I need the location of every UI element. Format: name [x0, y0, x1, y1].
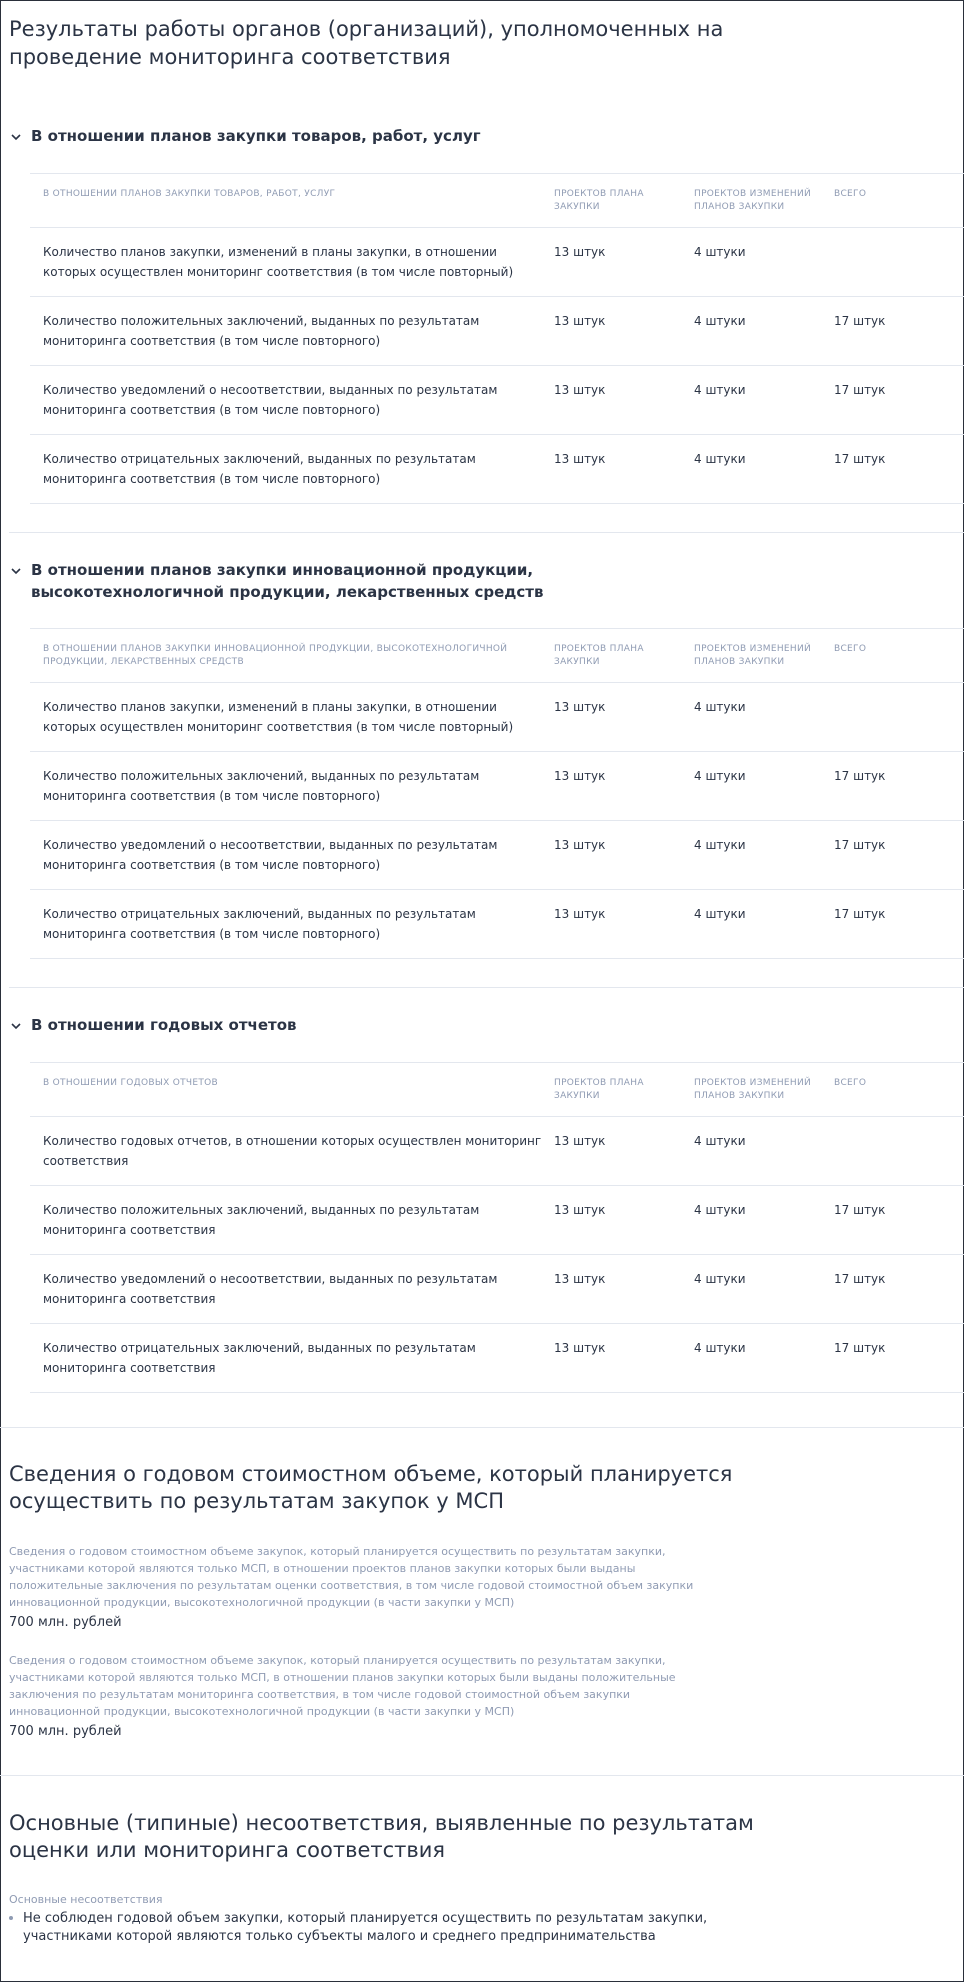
row-total-value: 17 штук	[834, 1203, 886, 1217]
violation-text: Не соблюден годовой объем закупки, который планируется осуществить по результатам закупки, участниками которой являются только субъекты малого и среднего предпринимательства	[23, 1911, 708, 1944]
column-header-category: В ОТНОШЕНИИ ПЛАНОВ ЗАКУПКИ ТОВАРОВ, РАБОТ, УСЛУГ	[43, 189, 336, 199]
row-change-value: 4 штуки	[694, 907, 746, 921]
chevron-down-icon	[9, 564, 23, 578]
table-annual-reports	[30, 1062, 964, 1393]
row-total-value: 17 штук	[834, 1272, 886, 1286]
row-change-value: 4 штуки	[694, 1272, 746, 1286]
row-change-value: 4 штуки	[694, 452, 746, 466]
page-title: Результаты работы органов (организаций), уполномоченных на проведение мониторинга соответствия	[9, 17, 724, 69]
table-row	[30, 683, 964, 752]
table-goods	[30, 173, 964, 504]
table-row	[30, 1255, 964, 1324]
table-header	[30, 1062, 964, 1117]
row-total-value: 17 штук	[834, 314, 886, 328]
row-plan-value: 13 штук	[554, 1134, 606, 1148]
volume-item-value: 700 млн. рублей	[9, 1724, 122, 1739]
table-row	[30, 752, 964, 821]
section-title: В отношении планов закупки инновационной продукции, высокотехнологичной продукции, лекарственных средств	[31, 561, 544, 601]
row-label: Количество положительных заключений, выданных по результатам мониторинга соответствия (в том числе повторного)	[43, 769, 480, 803]
chevron-down-icon	[9, 130, 23, 144]
row-plan-value: 13 штук	[554, 1203, 606, 1217]
row-plan-value: 13 штук	[554, 245, 606, 259]
table-row	[30, 1186, 964, 1255]
row-label: Количество отрицательных заключений, выданных по результатам мониторинга соответствия (в том числе повторного)	[43, 907, 476, 941]
row-plan-value: 13 штук	[554, 907, 606, 921]
row-plan-value: 13 штук	[554, 838, 606, 852]
row-label: Количество уведомлений о несоответствии, выданных по результатам мониторинга соответствия (в том числе повторного)	[43, 383, 498, 417]
violations-section-title: Основные (типиные) несоответствия, выявленные по результатам оценки или мониторинга соответствия	[9, 1811, 754, 1862]
row-change-value: 4 штуки	[694, 383, 746, 397]
volume-item-label: Сведения о годовом стоимостном объеме закупок, который планируется осуществить по результатам закупки, участниками которой являются только МСП, в отношении планов закупки которых были выданы положительные заключения по результатам мониторинга соответствия, в том числе годовой стоимостной объем закупки инновационной продукции, высокотехнологичной продукции (в части закупки у МСП)	[9, 1654, 676, 1718]
row-change-value: 4 штуки	[694, 700, 746, 714]
table-row	[30, 297, 964, 366]
row-label: Количество отрицательных заключений, выданных по результатам мониторинга соответствия (в том числе повторного)	[43, 452, 476, 486]
row-label: Количество уведомлений о несоответствии, выданных по результатам мониторинга соответствия	[43, 1272, 498, 1306]
row-label: Количество положительных заключений, выданных по результатам мониторинга соответствия	[43, 1203, 480, 1237]
column-header-category: В ОТНОШЕНИИ ГОДОВЫХ ОТЧЕТОВ	[43, 1078, 218, 1088]
row-label: Количество отрицательных заключений, выданных по результатам мониторинга соответствия	[43, 1341, 476, 1375]
row-change-value: 4 штуки	[694, 314, 746, 328]
volume-item-label: Сведения о годовом стоимостном объеме закупок, который планируется осуществить по результатам закупки, участниками которой являются только МСП, в отношении проектов планов закупки которых были выданы положительные заключения по результатам оценки соответствия, в том числе годовой стоимостной объем закупки инновационной продукции, высокотехнологичной продукции (в части закупки у МСП)	[9, 1545, 694, 1609]
table-row	[30, 435, 964, 504]
row-label: Количество планов закупки, изменений в планы закупки, в отношении которых осуществлен мониторинг соответствия (в том числе повторный)	[43, 700, 514, 734]
row-plan-value: 13 штук	[554, 314, 606, 328]
table-innovative	[30, 628, 964, 959]
volume-section-title: Сведения о годовом стоимостном объеме, который планируется осуществить по результатам закупок у МСП	[9, 1462, 733, 1513]
row-total-value: 17 штук	[834, 769, 886, 783]
section-toggle-goods[interactable]	[9, 125, 909, 147]
section-divider	[9, 532, 964, 533]
row-change-value: 4 штуки	[694, 1203, 746, 1217]
column-header-change-projects: ПРОЕКТОВ ИЗМЕНЕНИЙ ПЛАНОВ ЗАКУПКИ	[694, 644, 812, 667]
table-row	[30, 228, 964, 297]
list-item	[9, 1910, 709, 1946]
row-plan-value: 13 штук	[554, 769, 606, 783]
section-toggle-annual-reports[interactable]	[9, 1014, 909, 1036]
row-plan-value: 13 штук	[554, 700, 606, 714]
row-total-value: 17 штук	[834, 1341, 886, 1355]
table-row	[30, 890, 964, 959]
row-label: Количество уведомлений о несоответствии, выданных по результатам мониторинга соответствия (в том числе повторного)	[43, 838, 498, 872]
row-change-value: 4 штуки	[694, 769, 746, 783]
column-header-total: ВСЕГО	[834, 189, 867, 199]
row-label: Количество планов закупки, изменений в планы закупки, в отношении которых осуществлен мониторинг соответствия (в том числе повторный)	[43, 245, 514, 279]
row-plan-value: 13 штук	[554, 1272, 606, 1286]
section-divider	[0, 1427, 964, 1428]
row-plan-value: 13 штук	[554, 383, 606, 397]
section-toggle-innovative[interactable]	[9, 559, 909, 603]
column-header-plan-projects: ПРОЕКТОВ ПЛАНА ЗАКУПКИ	[554, 644, 644, 667]
column-header-total: ВСЕГО	[834, 1078, 867, 1088]
column-header-total: ВСЕГО	[834, 644, 867, 654]
row-plan-value: 13 штук	[554, 452, 606, 466]
section-title: В отношении планов закупки товаров, работ, услуг	[31, 127, 481, 145]
row-change-value: 4 штуки	[694, 245, 746, 259]
section-divider	[9, 987, 964, 988]
row-total-value: 17 штук	[834, 907, 886, 921]
row-change-value: 4 штуки	[694, 838, 746, 852]
row-change-value: 4 штуки	[694, 1341, 746, 1355]
row-plan-value: 13 штук	[554, 1341, 606, 1355]
column-header-change-projects: ПРОЕКТОВ ИЗМЕНЕНИЙ ПЛАНОВ ЗАКУПКИ	[694, 1078, 812, 1101]
section-title: В отношении годовых отчетов	[31, 1016, 297, 1034]
table-row	[30, 821, 964, 890]
chevron-down-icon	[9, 1019, 23, 1033]
row-label: Количество положительных заключений, выданных по результатам мониторинга соответствия (в том числе повторного)	[43, 314, 480, 348]
table-row	[30, 1324, 964, 1393]
row-label: Количество годовых отчетов, в отношении которых осуществлен мониторинг соответствия	[43, 1134, 542, 1168]
table-row	[30, 366, 964, 435]
violations-label: Основные несоответствия	[9, 1893, 163, 1906]
row-total-value: 17 штук	[834, 452, 886, 466]
section-divider	[0, 1775, 964, 1776]
volume-item-value: 700 млн. рублей	[9, 1615, 122, 1630]
bullet-icon	[9, 1916, 13, 1920]
table-header	[30, 628, 964, 683]
row-total-value: 17 штук	[834, 383, 886, 397]
column-header-plan-projects: ПРОЕКТОВ ПЛАНА ЗАКУПКИ	[554, 1078, 644, 1101]
column-header-change-projects: ПРОЕКТОВ ИЗМЕНЕНИЙ ПЛАНОВ ЗАКУПКИ	[694, 189, 812, 212]
column-header-category: В ОТНОШЕНИИ ПЛАНОВ ЗАКУПКИ ИННОВАЦИОННОЙ ПРОДУКЦИИ, ВЫСОКОТЕХНОЛОГИЧНОЙ ПРОДУКЦИИ, ЛЕКАРСТВЕННЫХ СРЕДСТВ	[43, 644, 508, 667]
row-change-value: 4 штуки	[694, 1134, 746, 1148]
table-row	[30, 1117, 964, 1186]
row-total-value: 17 штук	[834, 838, 886, 852]
column-header-plan-projects: ПРОЕКТОВ ПЛАНА ЗАКУПКИ	[554, 189, 644, 212]
table-header	[30, 173, 964, 228]
